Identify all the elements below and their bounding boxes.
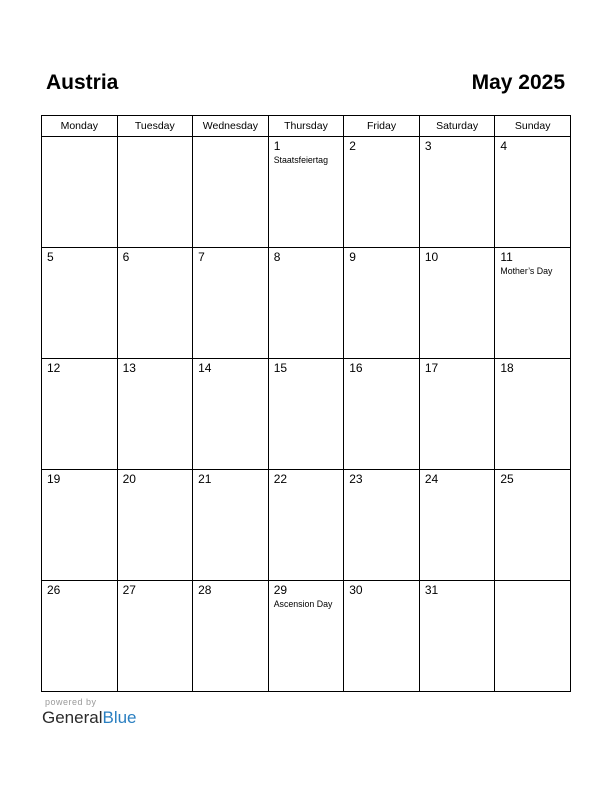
day-cell bbox=[193, 581, 269, 692]
day-cell bbox=[419, 359, 495, 470]
day-cell bbox=[42, 248, 118, 359]
day-cell bbox=[495, 359, 571, 470]
day-cell bbox=[42, 359, 118, 470]
day-number: 7 bbox=[198, 250, 205, 264]
holiday-label bbox=[344, 597, 419, 598]
day-cell bbox=[193, 137, 269, 248]
holiday-label: Ascension Day bbox=[273, 599, 333, 609]
country-title: Austria bbox=[46, 71, 119, 94]
day-cell bbox=[268, 248, 344, 359]
day-number: 3 bbox=[424, 139, 432, 153]
holiday-label bbox=[420, 486, 495, 487]
week-row bbox=[42, 137, 571, 248]
powered-by-label: powered by bbox=[45, 697, 97, 707]
weekday-header-row bbox=[42, 116, 571, 137]
day-number: 21 bbox=[198, 472, 212, 486]
week-row bbox=[42, 470, 571, 581]
holiday-label bbox=[344, 153, 419, 154]
day-cell bbox=[42, 581, 118, 692]
day-number: 11 bbox=[500, 250, 513, 264]
day-number: 25 bbox=[500, 472, 514, 486]
holiday-label bbox=[118, 264, 193, 265]
day-cell bbox=[495, 470, 571, 581]
day-cell bbox=[419, 137, 495, 248]
brand-blue-text: Blue bbox=[102, 708, 137, 727]
day-cell bbox=[419, 248, 495, 359]
day-number: 26 bbox=[47, 583, 61, 597]
day-cell bbox=[193, 248, 269, 359]
day-cell bbox=[117, 359, 193, 470]
holiday-label bbox=[118, 486, 193, 487]
holiday-label bbox=[495, 375, 570, 376]
day-cell bbox=[268, 359, 344, 470]
holiday-label bbox=[118, 375, 193, 376]
day-number: 5 bbox=[47, 250, 54, 264]
day-cell bbox=[42, 470, 118, 581]
day-number: 24 bbox=[424, 472, 439, 486]
day-number: 20 bbox=[122, 472, 136, 486]
holiday-label bbox=[420, 375, 495, 376]
day-cell bbox=[419, 581, 495, 692]
day-number: 27 bbox=[122, 583, 136, 597]
day-number: 28 bbox=[198, 583, 212, 597]
weekday-header: Wednesday bbox=[193, 116, 269, 137]
day-number: 15 bbox=[273, 361, 288, 375]
holiday-label bbox=[42, 597, 117, 598]
day-cell bbox=[344, 359, 420, 470]
holiday-label bbox=[344, 486, 419, 487]
day-number: 30 bbox=[349, 583, 363, 597]
holiday-label bbox=[118, 139, 193, 140]
day-cell bbox=[268, 581, 344, 692]
weekday-header: Friday bbox=[344, 116, 420, 137]
weekday-header: Saturday bbox=[419, 116, 495, 137]
day-number: 9 bbox=[349, 250, 356, 264]
holiday-label bbox=[495, 583, 570, 584]
day-cell bbox=[344, 137, 420, 248]
day-number: 19 bbox=[47, 472, 61, 486]
weekday-header: Monday bbox=[42, 116, 118, 137]
day-cell bbox=[495, 248, 571, 359]
weekday-header: Thursday bbox=[268, 116, 344, 137]
week-row bbox=[42, 359, 571, 470]
holiday-label: Mother’s Day bbox=[500, 266, 553, 276]
holiday-label bbox=[193, 375, 268, 376]
day-number: 1 bbox=[273, 139, 281, 153]
weekday-header: Tuesday bbox=[117, 116, 193, 137]
month-year-title: May 2025 bbox=[471, 71, 565, 94]
holiday-label bbox=[269, 375, 344, 376]
holiday-label bbox=[193, 264, 268, 265]
holiday-label bbox=[42, 264, 117, 265]
holiday-label bbox=[269, 486, 344, 487]
week-row bbox=[42, 581, 571, 692]
holiday-label bbox=[118, 597, 193, 598]
day-cell bbox=[344, 470, 420, 581]
brand-general-text: General bbox=[42, 708, 103, 727]
day-number: 14 bbox=[198, 361, 212, 375]
holiday-label bbox=[420, 153, 495, 154]
holiday-label bbox=[420, 597, 495, 598]
week-row bbox=[42, 248, 571, 359]
holiday-label bbox=[344, 375, 419, 376]
holiday-label bbox=[495, 153, 570, 154]
holiday-label bbox=[269, 264, 344, 265]
weekday-header: Sunday bbox=[495, 116, 571, 137]
day-number: 18 bbox=[500, 361, 514, 375]
day-number: 10 bbox=[424, 250, 439, 264]
holiday-label bbox=[344, 264, 419, 265]
day-number: 16 bbox=[349, 361, 363, 375]
day-cell bbox=[193, 470, 269, 581]
day-number: 8 bbox=[273, 250, 281, 264]
holiday-label bbox=[42, 139, 117, 140]
day-number: 4 bbox=[500, 139, 508, 153]
calendar-grid bbox=[41, 115, 571, 692]
day-cell bbox=[117, 137, 193, 248]
brand-logo bbox=[42, 708, 137, 728]
day-cell bbox=[495, 581, 571, 692]
day-number: 17 bbox=[424, 361, 439, 375]
day-cell bbox=[117, 581, 193, 692]
holiday-label bbox=[42, 486, 117, 487]
day-cell bbox=[42, 137, 118, 248]
day-number: 12 bbox=[47, 361, 61, 375]
day-number: 22 bbox=[273, 472, 288, 486]
day-number: 23 bbox=[349, 472, 363, 486]
holiday-label bbox=[193, 597, 268, 598]
day-number: 29 bbox=[273, 583, 288, 597]
day-cell bbox=[268, 470, 344, 581]
holiday-label bbox=[42, 375, 117, 376]
holiday-label bbox=[193, 139, 268, 140]
holiday-label bbox=[420, 264, 495, 265]
day-cell bbox=[117, 470, 193, 581]
holiday-label bbox=[495, 486, 570, 487]
day-cell bbox=[495, 137, 571, 248]
day-cell bbox=[344, 581, 420, 692]
day-cell bbox=[117, 248, 193, 359]
day-number: 31 bbox=[424, 583, 439, 597]
day-cell bbox=[419, 470, 495, 581]
day-number: 6 bbox=[122, 250, 130, 264]
day-cell bbox=[193, 359, 269, 470]
day-number: 13 bbox=[122, 361, 136, 375]
day-number: 2 bbox=[349, 139, 356, 153]
day-cell bbox=[344, 248, 420, 359]
holiday-label: Staatsfeiertag bbox=[273, 155, 328, 165]
day-cell bbox=[268, 137, 344, 248]
holiday-label bbox=[193, 486, 268, 487]
